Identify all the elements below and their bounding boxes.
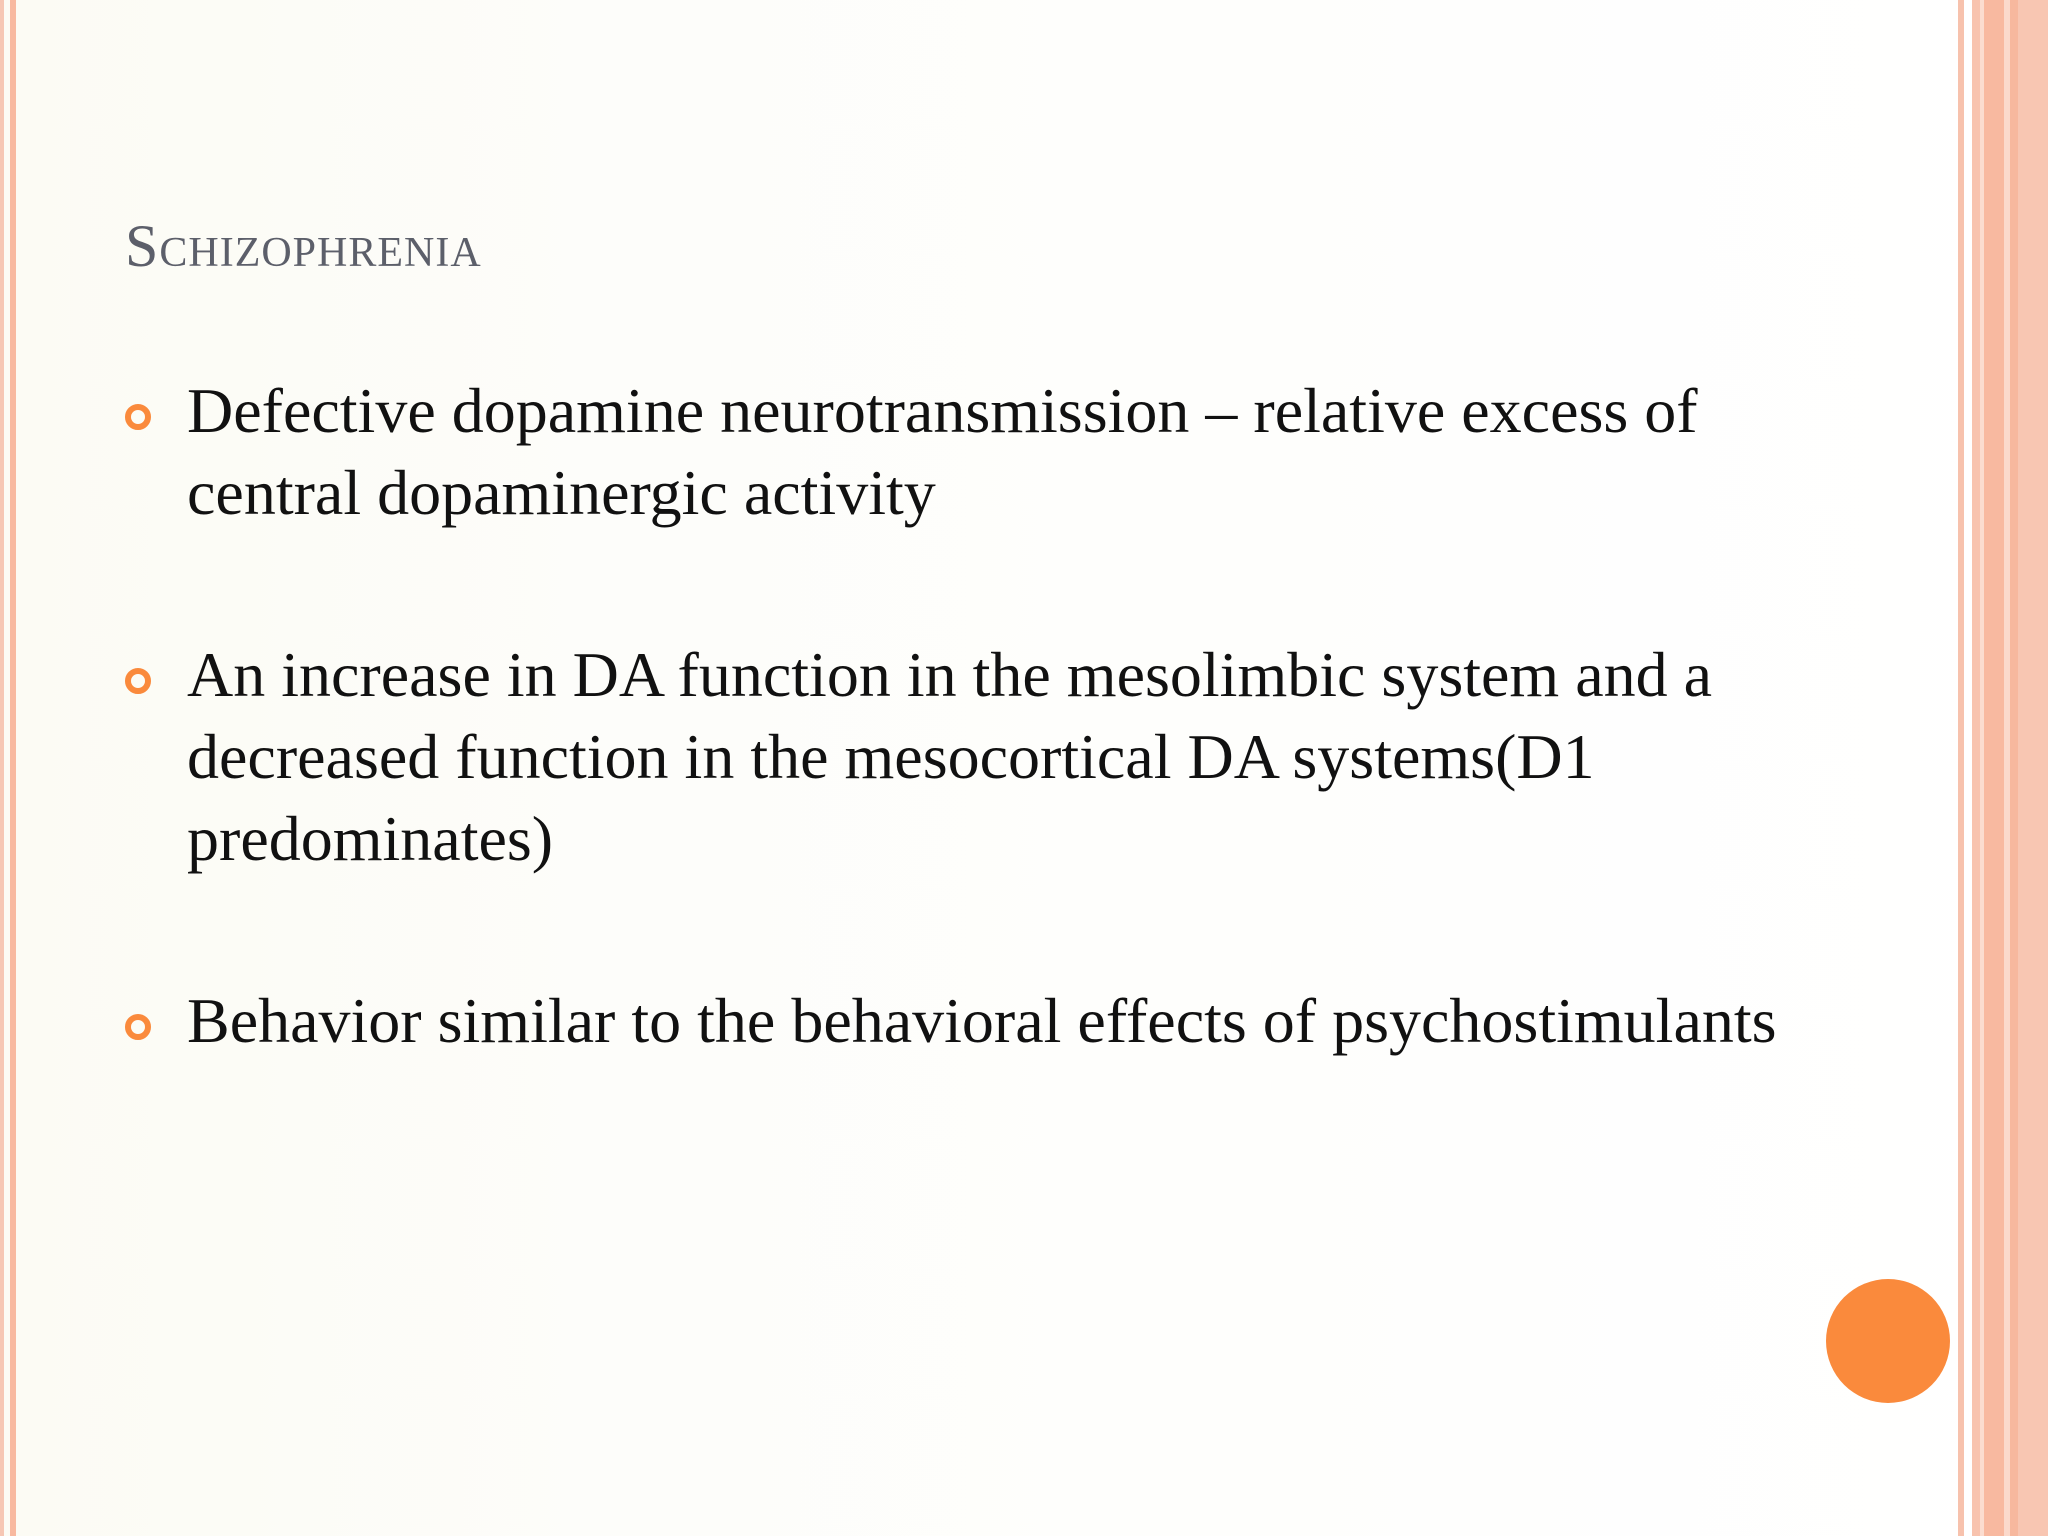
bullet-item: [125, 370, 1825, 534]
bullet-text: Behavior similar to the behavioral effects of psychostimulants: [187, 985, 1777, 1056]
bullet-list: [125, 370, 1825, 1162]
ring-bullet-icon: [125, 668, 151, 694]
ring-bullet-icon: [125, 1014, 151, 1040]
bullet-text: An increase in DA function in the mesolimbic system and a decreased function in the mesocortical DA systems(D1 predominates): [187, 639, 1712, 874]
left-border-stripe: [10, 0, 16, 1536]
right-border-stripe: [1972, 0, 1980, 1536]
left-border-stripe: [0, 0, 4, 1536]
bullet-item: [125, 634, 1825, 880]
right-border-stripe: [2010, 0, 2018, 1536]
decorative-circle: [1826, 1279, 1950, 1403]
right-border-stripe: [1984, 0, 2004, 1536]
bullet-item: [125, 980, 1825, 1062]
slide-title: Schizophrenia: [125, 213, 482, 279]
right-border-gap: [1964, 0, 1972, 1536]
ring-bullet-icon: [125, 404, 151, 430]
right-border-stripe: [2018, 0, 2048, 1536]
bullet-text: Defective dopamine neurotransmission – relative excess of central dopaminergic activity: [187, 375, 1698, 528]
